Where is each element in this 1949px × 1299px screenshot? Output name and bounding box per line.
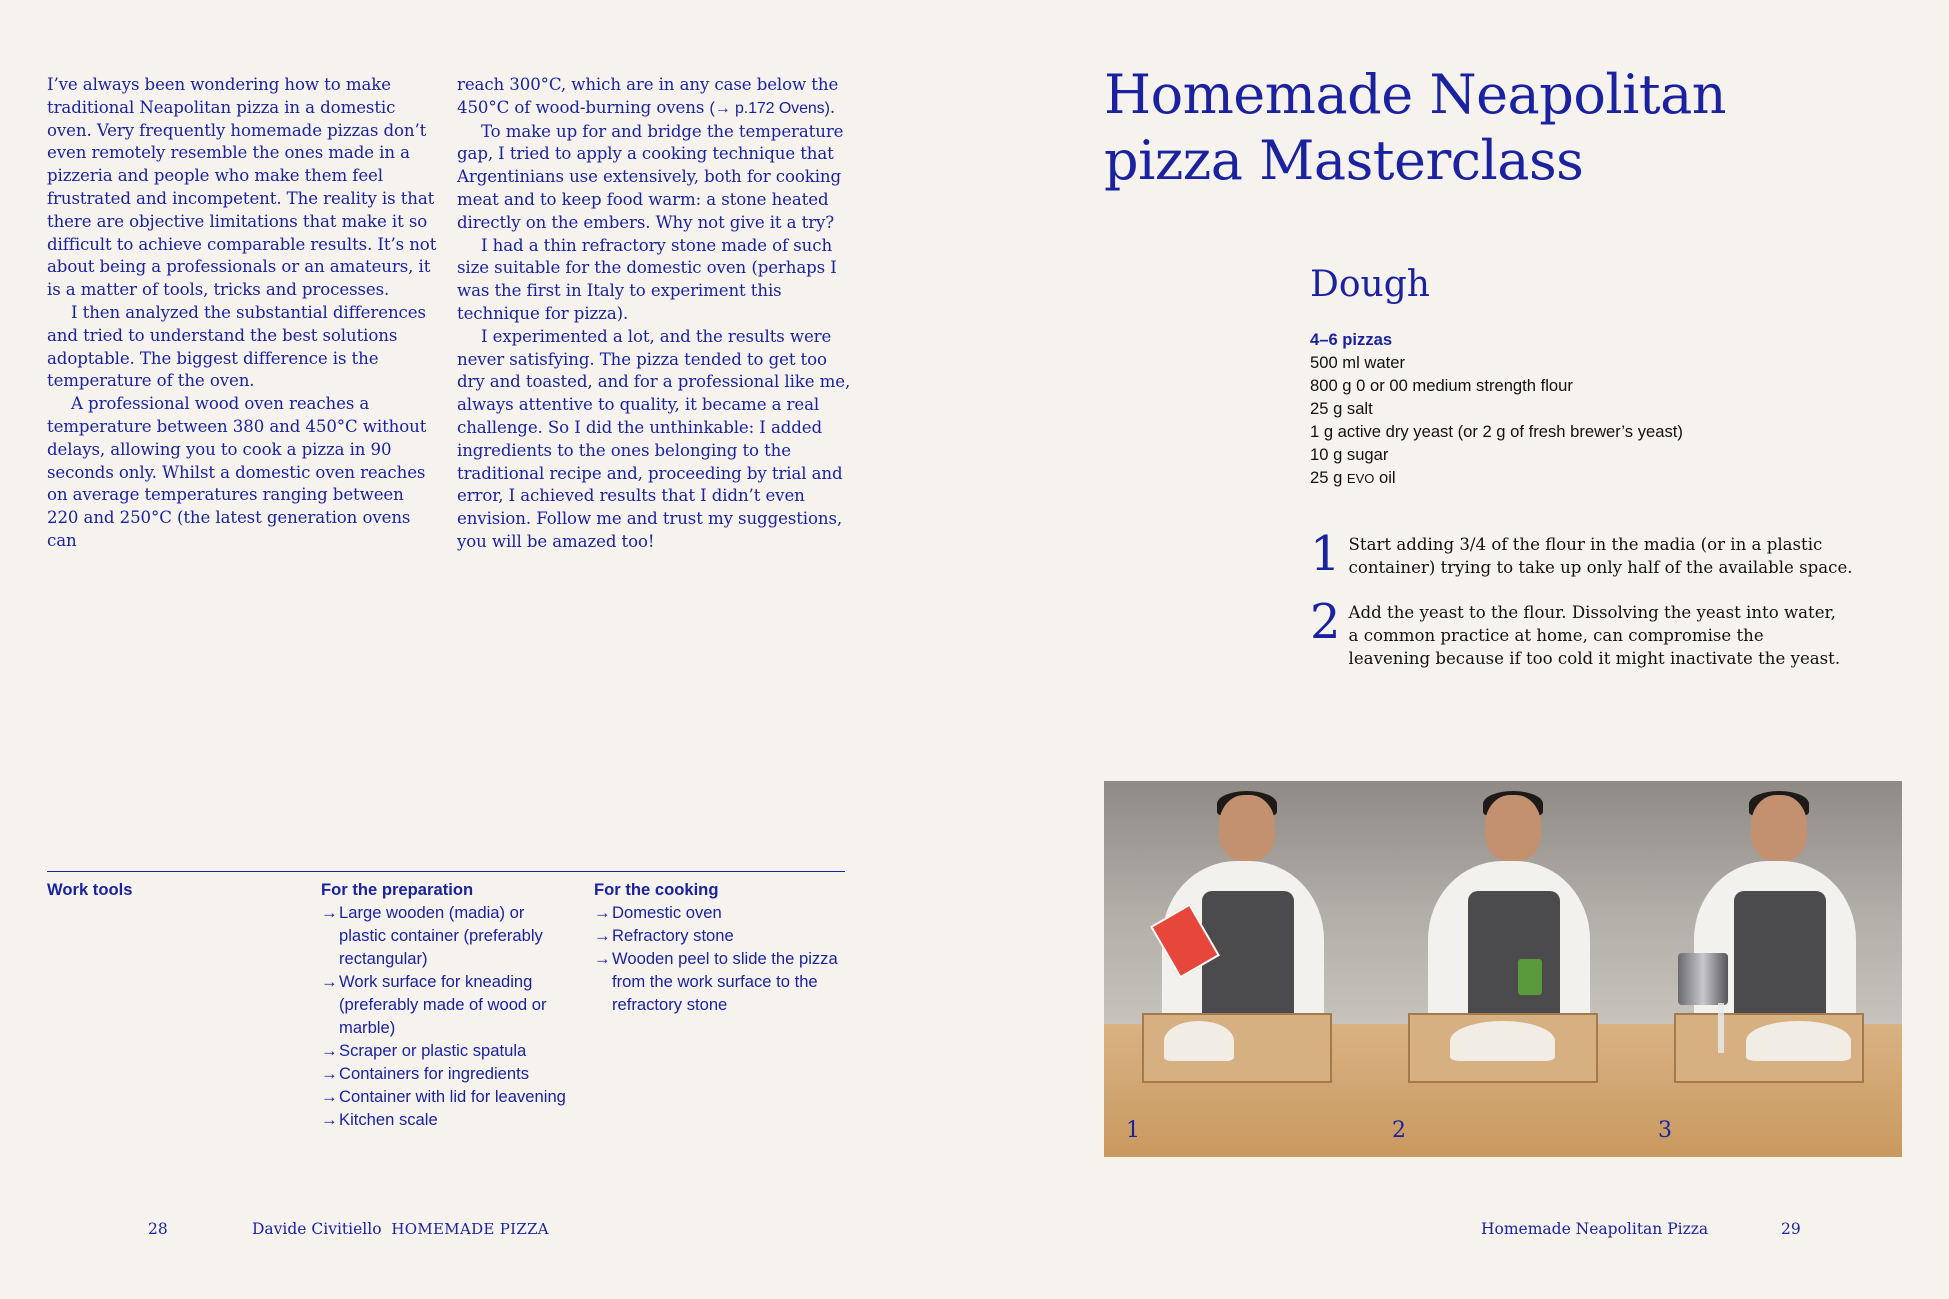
arrow-right-icon: → xyxy=(321,1064,338,1083)
intro-column-2 xyxy=(457,74,852,554)
list-item: →Refractory stone xyxy=(594,926,734,945)
preparation-list xyxy=(321,901,571,1131)
intro-paragraph xyxy=(457,74,852,121)
step-photo-1 xyxy=(1104,781,1370,1157)
list-item: →Work surface for kneading (preferably made of wood or marble) xyxy=(321,972,547,1037)
step-text: Add the yeast to the flour. Dissolving the yeast into water, a common practice at home, can compromise the leavening because if too cold it might inactivate the yeast. xyxy=(1348,603,1841,668)
yield-label: 4–6 pizzas xyxy=(1310,330,1393,349)
list-item: →Kitchen scale xyxy=(321,1110,438,1129)
arrow-right-icon: → xyxy=(594,949,611,968)
ingredients-list xyxy=(1310,328,1870,490)
left-running-footer xyxy=(252,1220,549,1238)
intro-text: reach 300°C, which are in any case below the 450°C of wood-burning ovens xyxy=(457,75,839,117)
ingredient-item: 25 g EVO oil xyxy=(1310,468,1396,487)
work-tools-heading: Work tools xyxy=(47,880,133,899)
photo-label: 2 xyxy=(1392,1118,1406,1143)
arrow-right-icon: → xyxy=(321,1041,338,1060)
list-item: →Domestic oven xyxy=(594,903,722,922)
arrow-right-icon: → xyxy=(321,1087,338,1106)
step-text: Start adding 3/4 of the flour in the madia (or in a plastic container) trying to take up only half of the available space. xyxy=(1348,535,1853,577)
arrow-right-icon: → xyxy=(321,972,338,991)
intro-paragraph: I had a thin refractory stone made of such size suitable for the domestic oven (perhaps I was the first in Italy to experiment this technique for pizza). xyxy=(457,235,837,323)
title-line-2: pizza Masterclass xyxy=(1104,129,1584,192)
ingredient-item: 800 g 0 or 00 medium strength flour xyxy=(1310,376,1573,395)
photo-label: 1 xyxy=(1126,1118,1140,1143)
list-item: →Wooden peel to slide the pizza from the work surface to the refractory stone xyxy=(594,949,838,1014)
page-reference-link[interactable]: (→ p.172 Ovens) xyxy=(709,99,830,117)
ingredient-item: 10 g sugar xyxy=(1310,445,1389,464)
intro-paragraph: I experimented a lot, and the results were never satisfying. The pizza tended to get too dry and toasted, and for a professional like me, always attentive to quality, it became a real challenge. So I did the unthinkable: I added ingredients to the ones belonging to the traditional recipe and, proceeding by trial and error, I achieved results that I didn’t even envision. Follow me and trust my suggestions, you will be amazed too! xyxy=(457,326,851,551)
step-2 xyxy=(1310,594,1850,670)
step-photo-3 xyxy=(1636,781,1902,1157)
list-item: →Scraper or plastic spatula xyxy=(321,1041,527,1060)
list-item: →Large wooden (madia) or plastic container (preferably rectangular) xyxy=(321,903,543,968)
intro-paragraph: I’ve always been wondering how to make traditional Neapolitan pizza in a domestic oven. Very frequently homemade pizzas don’t even remotely resemble the ones made in a pizzeria and people who make them feel frustrated and incompetent. The reality is that there are objective limitations that make it so difficult to achieve comparable results. It’s not about being a professionals or an amateurs, it is a matter of tools, tricks and processes. xyxy=(47,75,437,300)
cooking-tools xyxy=(594,878,844,1016)
cooking-list xyxy=(594,901,844,1016)
intro-column-1 xyxy=(47,74,437,553)
intro-text-end: . xyxy=(829,97,835,117)
author-name: Davide Civitiello xyxy=(252,1220,382,1238)
preparation-tools xyxy=(321,878,571,1131)
preparation-heading: For the preparation xyxy=(321,880,474,899)
list-item: →Containers for ingredients xyxy=(321,1064,530,1083)
right-page-number: 29 xyxy=(1781,1220,1801,1238)
step-1 xyxy=(1310,526,1900,582)
arrow-right-icon: → xyxy=(594,926,611,945)
ingredient-item: 1 g active dry yeast (or 2 g of fresh brewer’s yeast) xyxy=(1310,422,1683,441)
title-line-1: Homemade Neapolitan xyxy=(1104,63,1727,126)
book-title: HOMEMADE PIZZA xyxy=(391,1220,549,1238)
arrow-right-icon: → xyxy=(321,1110,338,1129)
arrow-right-icon: → xyxy=(321,903,338,922)
list-item: →Container with lid for leavening xyxy=(321,1087,566,1106)
ingredient-item: 500 ml water xyxy=(1310,353,1405,372)
tools-divider xyxy=(47,871,845,872)
right-running-footer: Homemade Neapolitan Pizza xyxy=(1481,1220,1709,1238)
intro-paragraph: A professional wood oven reaches a temperature between 380 and 450°C without delays, allowing you to cook a pizza in 90 seconds only. Whilst a domestic oven reaches on average temperatures ranging between 220 and 250°C (the latest generation ovens can xyxy=(47,394,427,550)
photo-label: 3 xyxy=(1658,1118,1672,1143)
left-page-number: 28 xyxy=(148,1220,168,1238)
cooking-heading: For the cooking xyxy=(594,880,719,899)
step-number: 1 xyxy=(1310,526,1341,582)
page-title xyxy=(1104,62,1904,194)
ingredient-item: 25 g salt xyxy=(1310,399,1373,418)
arrow-right-icon: → xyxy=(594,903,611,922)
step-photo-2 xyxy=(1370,781,1636,1157)
intro-paragraph: I then analyzed the substantial differences and tried to understand the best solutions adoptable. The biggest difference is the temperature of the oven. xyxy=(47,302,426,391)
step-number: 2 xyxy=(1310,594,1341,650)
section-title: Dough xyxy=(1310,264,1430,305)
intro-paragraph: To make up for and bridge the temperature gap, I tried to apply a cooking technique that Argentinians use extensively, both for cooking meat and to keep food warm: a stone heated directly on the embers. Why not give it a try? xyxy=(457,121,844,232)
